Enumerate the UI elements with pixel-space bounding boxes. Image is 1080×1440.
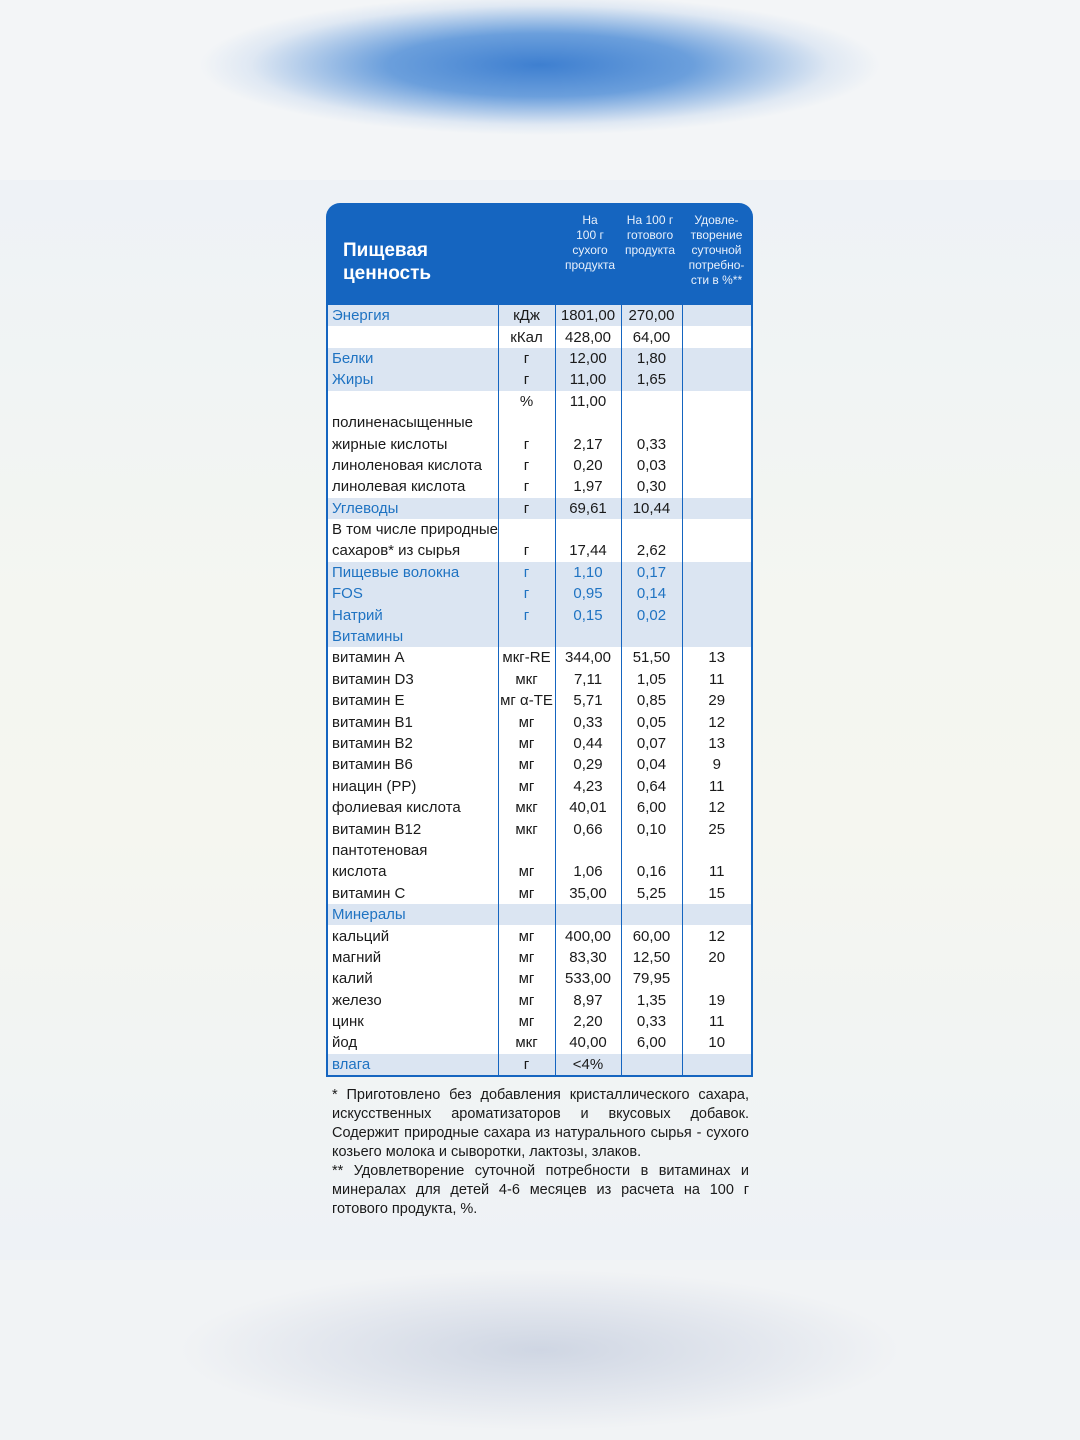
cell-name	[327, 391, 498, 412]
cell-daily	[682, 476, 752, 497]
cell-dry: 4,23	[555, 776, 621, 797]
cell-dry: 0,29	[555, 754, 621, 775]
cell-daily: 19	[682, 990, 752, 1011]
cell-dry: 40,00	[555, 1032, 621, 1053]
column-header-dry	[558, 213, 622, 273]
cell-ready: 79,95	[621, 968, 682, 989]
table-row	[327, 433, 752, 454]
table-row	[327, 669, 752, 690]
cell-unit: мг	[498, 776, 555, 797]
cell-ready: 0,33	[621, 1011, 682, 1032]
cell-daily	[682, 904, 752, 925]
cell-daily	[682, 391, 752, 412]
cell-ready: 1,80	[621, 348, 682, 369]
cell-dry: 0,95	[555, 583, 621, 604]
cell-name: сахаров* из сырья	[332, 542, 461, 560]
cell-daily	[682, 562, 752, 583]
cell-daily: 13	[682, 733, 752, 754]
cell-dry: 0,20	[555, 455, 621, 476]
nutrition-table-header	[326, 203, 753, 305]
column-header-daily-line: Удовле-	[694, 213, 739, 227]
column-header-daily-line: сти в %**	[690, 273, 743, 287]
cell-ready: 6,00	[621, 797, 682, 818]
cell-name: ниацин (PP)	[332, 777, 417, 795]
table-row	[327, 797, 752, 818]
cell-dry: 83,30	[555, 947, 621, 968]
cell-ready: 0,03	[621, 455, 682, 476]
cell-unit: г	[498, 455, 555, 476]
cell-daily	[682, 540, 752, 561]
cell-daily	[682, 1054, 752, 1076]
cell-daily	[682, 369, 752, 390]
cell-ready	[621, 904, 682, 925]
cell-ready: 0,30	[621, 476, 682, 497]
cell-dry	[555, 840, 621, 861]
cell-unit: мг	[498, 883, 555, 904]
column-header-daily-line: творение	[690, 228, 743, 242]
cell-unit: г	[498, 498, 555, 519]
cell-unit: мкг	[498, 818, 555, 839]
cell-dry: 7,11	[555, 669, 621, 690]
cell-unit: мг α-TE	[498, 690, 555, 711]
cell-ready	[621, 626, 682, 647]
cell-unit: г	[498, 433, 555, 454]
cell-dry: 35,00	[555, 883, 621, 904]
cell-unit: г	[498, 1054, 555, 1076]
cell-name: Минералы	[327, 904, 498, 925]
table-row	[327, 540, 752, 561]
cell-daily: 9	[682, 754, 752, 775]
table-row	[327, 690, 752, 711]
cell-daily	[682, 626, 752, 647]
title-line-2: ценность	[343, 263, 432, 284]
column-header-ready-line: готового	[626, 228, 674, 242]
cell-daily: 12	[682, 925, 752, 946]
cell-name: Натрий	[327, 604, 498, 625]
cell-name: жирные кислоты	[332, 435, 448, 453]
cell-unit: г	[498, 583, 555, 604]
cell-unit: мг	[498, 925, 555, 946]
cell-unit: г	[498, 476, 555, 497]
table-row	[327, 904, 752, 925]
cell-daily	[682, 583, 752, 604]
table-row	[327, 925, 752, 946]
table-row	[327, 583, 752, 604]
cell-name: магний	[332, 948, 382, 966]
cell-unit: мкг	[498, 797, 555, 818]
cell-unit: мг	[498, 861, 555, 882]
cell-dry: 12,00	[555, 348, 621, 369]
cell-daily: 29	[682, 690, 752, 711]
cell-name: фолиевая кислота	[332, 799, 461, 817]
table-row	[327, 476, 752, 497]
cell-dry: 428,00	[555, 326, 621, 347]
column-header-ready-line: На 100 г	[626, 213, 674, 227]
cell-daily	[682, 840, 752, 861]
table-row	[327, 412, 752, 433]
cell-dry	[555, 412, 621, 433]
cell-dry: 40,01	[555, 797, 621, 818]
cell-ready	[621, 391, 682, 412]
column-header-dry-line: На	[582, 213, 598, 227]
cell-ready: 60,00	[621, 925, 682, 946]
cell-name: витамин B6	[332, 756, 413, 774]
cell-dry: 533,00	[555, 968, 621, 989]
cell-unit	[498, 519, 555, 540]
cell-daily: 11	[682, 861, 752, 882]
cell-daily	[682, 305, 752, 326]
column-header-daily	[680, 213, 753, 288]
cell-name: линолевая кислота	[332, 478, 466, 496]
cell-dry: 11,00	[555, 391, 621, 412]
cell-unit: мг	[498, 733, 555, 754]
cell-name: Углеводы	[327, 498, 498, 519]
table-row	[327, 348, 752, 369]
cell-daily	[682, 604, 752, 625]
cell-ready: 0,16	[621, 861, 682, 882]
cell-daily: 20	[682, 947, 752, 968]
cell-name: Пищевые волокна	[327, 562, 498, 583]
cell-ready: 6,00	[621, 1032, 682, 1053]
column-header-dry-line: продукта	[564, 258, 615, 272]
cell-dry	[555, 904, 621, 925]
table-row	[327, 519, 752, 540]
cell-dry: 1,10	[555, 562, 621, 583]
nutrition-card	[326, 203, 753, 1077]
cell-ready: 1,05	[621, 669, 682, 690]
cell-unit: мкг	[498, 669, 555, 690]
cell-name: железо	[332, 991, 382, 1009]
cell-ready: 0,04	[621, 754, 682, 775]
column-header-ready	[620, 213, 680, 258]
cell-name: калий	[332, 970, 373, 988]
cell-ready: 0,10	[621, 818, 682, 839]
cell-name: кальций	[332, 927, 390, 945]
table-row	[327, 1054, 752, 1076]
cell-unit	[498, 626, 555, 647]
cell-name: влага	[327, 1054, 498, 1076]
cell-unit: мкг-RE	[498, 647, 555, 668]
cell-unit: мг	[498, 754, 555, 775]
cell-daily: 12	[682, 797, 752, 818]
footnote-1: * Приготовлено без добавления кристаллического сахара, искусственных ароматизаторов и вкусовых добавок. Содержит природные сахара из натурального сырья - сухого козьего молока и сыворотки, лактозы, злаков.	[332, 1087, 749, 1160]
cell-ready: 64,00	[621, 326, 682, 347]
cell-daily: 15	[682, 883, 752, 904]
cell-dry: 17,44	[555, 540, 621, 561]
cell-ready: 10,44	[621, 498, 682, 519]
cell-daily: 11	[682, 1011, 752, 1032]
footnote-2: ** Удовлетворение суточной потребности в витаминах и минералах для детей 4-6 месяцев из расчета на 100 г готового продукта, %.	[332, 1163, 749, 1217]
cell-name: Витамины	[327, 626, 498, 647]
table-row	[327, 733, 752, 754]
cell-dry: 5,71	[555, 690, 621, 711]
cell-unit: %	[498, 391, 555, 412]
cell-name: витамин D3	[332, 670, 414, 688]
cell-daily	[682, 519, 752, 540]
cell-name: пантотеновая	[332, 841, 428, 859]
table-row	[327, 968, 752, 989]
cell-unit	[498, 904, 555, 925]
cell-daily	[682, 968, 752, 989]
cell-ready: 0,17	[621, 562, 682, 583]
cell-ready: 0,33	[621, 433, 682, 454]
cell-ready	[621, 1054, 682, 1076]
cell-dry: 400,00	[555, 925, 621, 946]
table-row	[327, 754, 752, 775]
cell-name: витамин B1	[332, 713, 413, 731]
cell-dry: 0,66	[555, 818, 621, 839]
nutrition-table-body	[327, 305, 752, 1076]
cell-unit: г	[498, 348, 555, 369]
nutrition-table	[326, 305, 753, 1077]
cell-daily	[682, 498, 752, 519]
cell-unit: г	[498, 369, 555, 390]
table-row	[327, 883, 752, 904]
table-row	[327, 626, 752, 647]
table-row	[327, 391, 752, 412]
table-row	[327, 818, 752, 839]
cell-dry	[555, 626, 621, 647]
cell-daily: 10	[682, 1032, 752, 1053]
footnotes	[332, 1086, 749, 1219]
title-line-1: Пищевая	[343, 240, 429, 261]
cell-name: йод	[332, 1034, 358, 1052]
cell-dry: 0,33	[555, 711, 621, 732]
cell-dry: 8,97	[555, 990, 621, 1011]
cell-unit	[498, 412, 555, 433]
cell-unit: г	[498, 540, 555, 561]
table-row	[327, 647, 752, 668]
cell-ready	[621, 412, 682, 433]
column-header-dry-line: 100 г	[576, 228, 604, 242]
cell-name: кислота	[332, 863, 387, 881]
cell-ready	[621, 840, 682, 861]
table-row	[327, 305, 752, 326]
column-header-daily-line: потребно-	[688, 258, 745, 272]
table-row	[327, 498, 752, 519]
cell-ready: 0,05	[621, 711, 682, 732]
cell-unit: мг	[498, 968, 555, 989]
table-row	[327, 1032, 752, 1053]
cell-ready: 0,64	[621, 776, 682, 797]
cell-dry	[555, 519, 621, 540]
cell-unit: мг	[498, 711, 555, 732]
cell-dry: 2,17	[555, 433, 621, 454]
cell-dry: 344,00	[555, 647, 621, 668]
cell-dry: 1,06	[555, 861, 621, 882]
cell-daily: 13	[682, 647, 752, 668]
table-row	[327, 455, 752, 476]
cell-name: линоленовая кислота	[332, 456, 482, 474]
cell-ready: 51,50	[621, 647, 682, 668]
table-row	[327, 990, 752, 1011]
cell-daily: 25	[682, 818, 752, 839]
cell-ready: 0,07	[621, 733, 682, 754]
cell-dry: 0,44	[555, 733, 621, 754]
cell-dry: <4%	[555, 1054, 621, 1076]
cell-ready: 0,14	[621, 583, 682, 604]
cell-ready: 12,50	[621, 947, 682, 968]
cell-unit: мкг	[498, 1032, 555, 1053]
cell-unit: мг	[498, 990, 555, 1011]
cell-ready: 1,35	[621, 990, 682, 1011]
cell-daily	[682, 455, 752, 476]
cell-ready: 270,00	[621, 305, 682, 326]
cell-name: витамин A	[332, 649, 405, 667]
table-row	[327, 840, 752, 861]
cell-ready: 5,25	[621, 883, 682, 904]
cell-dry: 2,20	[555, 1011, 621, 1032]
table-row	[327, 562, 752, 583]
cell-ready: 0,02	[621, 604, 682, 625]
cell-name	[327, 326, 498, 347]
cell-unit: кДж	[498, 305, 555, 326]
table-row	[327, 947, 752, 968]
table-row	[327, 326, 752, 347]
cell-name: Белки	[327, 348, 498, 369]
blurred-bottom-background	[0, 1260, 1080, 1440]
cell-name: Жиры	[327, 369, 498, 390]
table-row	[327, 604, 752, 625]
cell-daily: 11	[682, 776, 752, 797]
cell-unit: кКал	[498, 326, 555, 347]
cell-dry: 0,15	[555, 604, 621, 625]
cell-name: цинк	[332, 1013, 364, 1031]
cell-name: витамин B2	[332, 735, 413, 752]
cell-unit: мг	[498, 1011, 555, 1032]
cell-daily	[682, 412, 752, 433]
cell-daily	[682, 433, 752, 454]
cell-ready: 0,85	[621, 690, 682, 711]
table-title	[343, 239, 523, 285]
cell-ready: 1,65	[621, 369, 682, 390]
cell-dry: 69,61	[555, 498, 621, 519]
cell-daily: 11	[682, 669, 752, 690]
table-row	[327, 1011, 752, 1032]
cell-ready	[621, 519, 682, 540]
table-row	[327, 861, 752, 882]
column-header-dry-line: сухого	[572, 243, 608, 257]
cell-ready: 2,62	[621, 540, 682, 561]
cell-daily: 12	[682, 711, 752, 732]
column-header-ready-line: продукта	[624, 243, 675, 257]
cell-dry: 1,97	[555, 476, 621, 497]
cell-daily	[682, 348, 752, 369]
blurred-top-background	[0, 0, 1080, 180]
cell-unit	[498, 840, 555, 861]
cell-name: витамин E	[332, 692, 405, 710]
column-header-daily-line: суточной	[691, 243, 742, 257]
table-row	[327, 369, 752, 390]
cell-name: В том числе природные	[332, 521, 498, 539]
cell-unit: г	[498, 562, 555, 583]
cell-name: Энергия	[327, 305, 498, 326]
cell-name: витамин C	[332, 884, 406, 902]
cell-daily	[682, 326, 752, 347]
cell-dry: 1801,00	[555, 305, 621, 326]
cell-dry: 11,00	[555, 369, 621, 390]
cell-unit: мг	[498, 947, 555, 968]
cell-name: полиненасыщенные	[332, 414, 474, 432]
table-row	[327, 711, 752, 732]
cell-name: витамин B12	[332, 820, 422, 838]
table-row	[327, 776, 752, 797]
cell-name: FOS	[327, 583, 498, 604]
cell-unit: г	[498, 604, 555, 625]
